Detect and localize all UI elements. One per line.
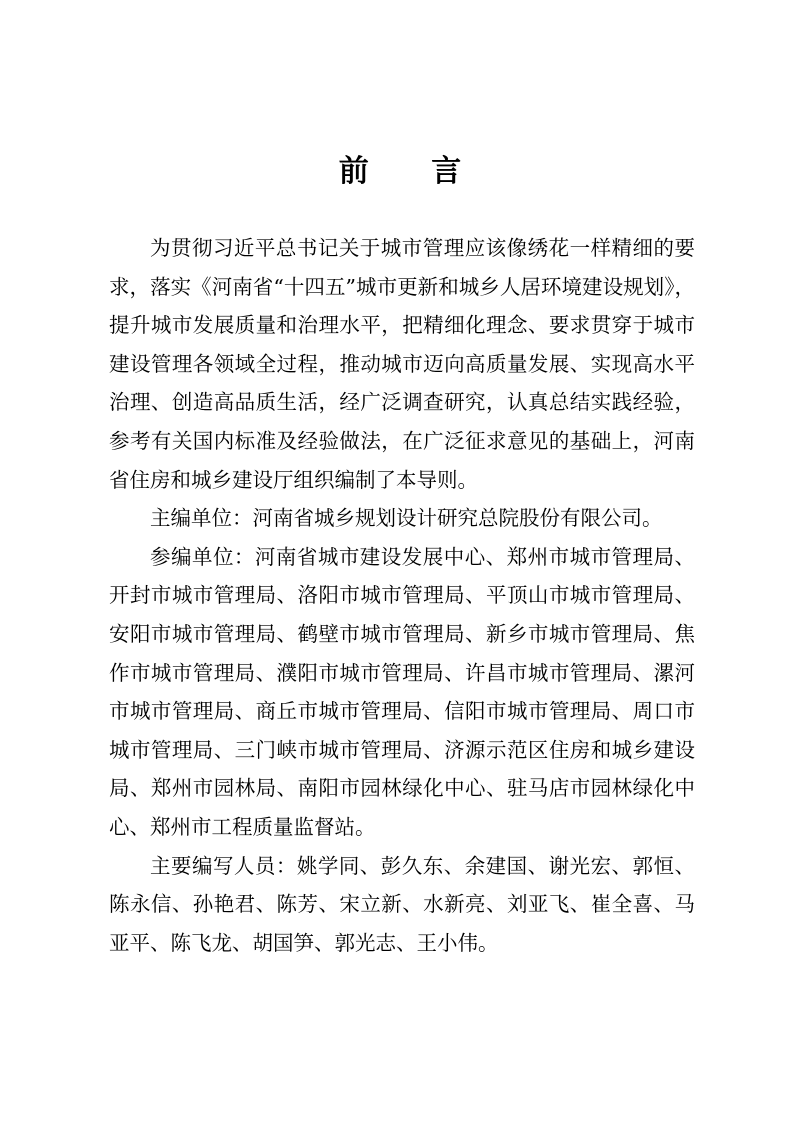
preface-paragraph: 为贯彻习近平总书记关于城市管理应该像绣花一样精细的要求，落实《河南省“十四五”城市更新和城乡人居环境建设规划》，提升城市发展质量和治理水平，把精细化理念、要求贯穿于城市建设管理各领域全过程，推动城市迈向高质量发展、实现高水平治理、创造高品质生活，经广泛调查研究，认真总结实践经验，参考有关国内标准及经验做法，在广泛征求意见的基础上，河南省住房和城乡建设厅组织编制了本导则。 [109,236,695,492]
participating-units-paragraph: 参编单位：河南省城市建设发展中心、郑州市城市管理局、开封市城市管理局、洛阳市城市管理局、平顶山市城市管理局、安阳市城市管理局、鹤壁市城市管理局、新乡市城市管理局、焦作市城市管理局、濮阳市城市管理局、许昌市城市管理局、漯河市城市管理局、商丘市城市管理局、信阳市城市管理局、周口市城市管理局、三门峡市城市管理局、济源示范区住房和城乡建设局、郑州市园林局、南阳市园林绿化中心、驻马店市园林绿化中心、郑州市工程质量监督站。 [109,544,695,839]
main-authors-paragraph: 主要编写人员：姚学同、彭久东、余建国、谢光宏、郭恒、陈永信、孙艳君、陈芳、宋立新、水新亮、刘亚飞、崔全喜、马亚平、陈飞龙、胡国笋、郭光志、王小伟。 [109,853,695,955]
page-title: 前 言 [338,154,488,189]
document-body [109,229,695,962]
chief-editor-paragraph: 主编单位：河南省城乡规划设计研究总院股份有限公司。 [150,506,663,531]
